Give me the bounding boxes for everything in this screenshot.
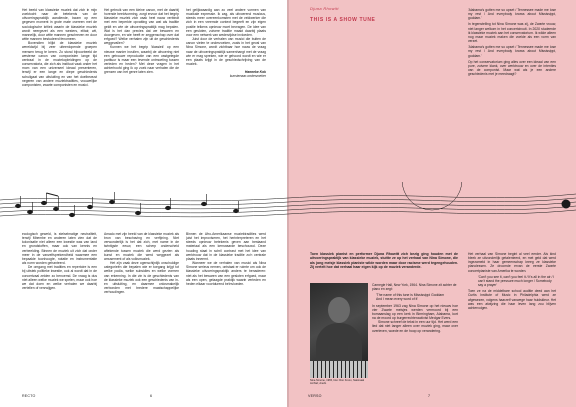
music-note: [201, 202, 206, 206]
left-col3-top: [186, 8, 266, 180]
author-kicker: Djuna Rhowitt: [310, 6, 339, 11]
paragraph: Wanneer we de verhalen van musici als Nina Simone serieus nemen, ontstaat er ruimte om ook de klassieke uitvoeringspraktijk anders te benaderen: niet als het bewaren van een gesloten erfgoed, maar als een open, gelaagde praktijk waarin verleden en heden elkaar voortdurend beïnvloeden.: [186, 261, 266, 286]
paragraph: Simone schreef de tekst in een uur tijd. Het werd een lied dat niet langer alleen over muziek ging, maar over overleven, woede en de hoop op verandering.: [372, 320, 458, 333]
music-note: [165, 206, 170, 210]
signature-name: Hanneke Kok: [244, 70, 266, 75]
right-col-top: [468, 8, 556, 180]
photo-caption: Nina Simone, 1965, foto: Ron Kroon, Nationaal Archief, Anefo: [310, 379, 365, 386]
whole-note-dot: [562, 200, 571, 209]
paragraph: ecologisch geweld, is stelselmatige neutraliteit, terwijl Mbembe en anderen laten zien dat de kolonisatie niet alleen een kwestie was van land en grondstoffen, maar ook van kennis en verbeelding. Binnen de muziek uit zich dat onder meer in de vanzelfsprekendheid waarmee een bepaalde toonhoogte, notatie en instrumentatie als norm worden gehanteerd.: [22, 232, 97, 266]
paragraph: In tegenstelling tot Nina Simone was zij, de Zwarte vrouw, niet langer welkom in het concertcircuit. In 2020 studeerde ik klassieke muziek aan het conservatorium. Ik wilde alleen nog maar muziek maken die voelde als een vorm van verzet.: [468, 22, 556, 44]
music-note: [109, 200, 114, 204]
music-note: [15, 204, 20, 208]
signature-role: kunstenaar-onderzoeker: [229, 74, 266, 79]
paragraph: 'Alabama's gotten me so upset / Tennessee made me lose my rest / And everybody knows about Mississippi, goddam.': [468, 45, 556, 58]
music-note: [69, 213, 74, 217]
quote-line: And I mean every word of it': [376, 297, 418, 302]
paragraph: Amado met zijn beeld van de klassieke muziek als bron van beschaving en verfijning. Niet verwonderlijk is het dat zich, met name in de twintigste eeuw, een scherp onderscheid aftekende tussen muziek die werd gezien als kunst en muziek die werd weggezet als amusement of als volksmuziek.: [104, 232, 179, 261]
music-note: [53, 207, 58, 211]
paragraph: Het beeld van klassieke muziek dat zich in mijn zoektocht naar de betekenis van de uitvoeringspraktijk aandiende, kwam op een gegeven moment in grote mate overeen met de sociologische kritiek waarin de klassieke muziek wordt neergezet als een westers, elitair, wit, mannelijk, door witte mannen geschreven en door witte mannen bestudeerd fenomeen.: [22, 8, 97, 42]
quote-caption: Carnegie Hall, New York, 1964. Nina Simone zit achter de piano en zegt:: [372, 283, 457, 292]
nina-simone-photo: [310, 283, 368, 378]
music-notes: [15, 192, 238, 217]
photo-piano-keys: [310, 361, 368, 378]
quote-body: [372, 304, 458, 333]
left-col2-top: [104, 8, 179, 180]
music-note: [41, 201, 46, 205]
lyric-excerpt: 'Can't you see it, can't you feel it / It's all in the air / I can't stand the pressure much longer / Somebody say a prayer': [478, 274, 555, 288]
paragraph: Het verhaal van Simone begint al veel eerder. Als kind bleek ze uitzonderlijk getalenteerd, en met geld dat werd ingezameld in haar gemeenschap kreeg ze klassieke pianolessen. Ze droomde ervan de eerste Zwarte concertpianiste van Amerika te worden.: [468, 252, 556, 273]
paragraph: Kunnen we het begrip 'klassiek' op een nieuwe manier invullen, waarbij de uitvoering niet een getrouwe reproductie van een vastgelegde partituur is maar een levende ontmoeting tussen verleden en heden? Met deze vragen in het achterhoofd ging ik op zoek naar verhalen die de grenzen van het genre laten zien.: [104, 45, 179, 75]
lead-paragraph: Toen klassiek pianist en performer Djuna Rhowitt zich bezig ging houden met de uitvoeringspraktijk van klassieke muziek, stuitte ze op het verhaal van Nina Simone, die als jong meisje klassiek pianiste wilde worden maar door racisme werd tegengehouden. Zij vertelt hoe dat verhaal haar eigen kijk op de muziek veranderde.: [310, 252, 458, 269]
left-col1-top: [22, 8, 97, 180]
paragraph: Toen ze na de middelbare school auditie deed aan het Curtis Institute of Music in Philadelphia werd ze afgewezen, volgens haarzelf vanwege haar huidskleur. Het was een afwijzing die haar leven lang zou blijven achtervolgen.: [468, 289, 556, 310]
paragraph: Het gebruik van een kleine canon, met de daarbij horende beeldvorming, zorgt ervoor dat het begrip klassieke muziek zich vaak heel nauw verbindt met een beperkte opvatting van wat als traditie geldt en wie de uitvoeringspraktijk mag bepalen. Wat is het dan precies dat we bewaren en doorgeven, en wie heeft er zeggenschap over dat erfgoed? Welke verhalen zijn uit de geschiedenis weggevallen?: [104, 8, 179, 46]
music-note: [27, 210, 32, 214]
paragraph: Juist door de verhalen van musici die buiten de canon vielen te onderzoeken, zoals in het geval van Nina Simone, wordt zichtbaar hoe nauw de vraag naar de uitvoeringspraktijk samenhangt met de vraag wie er mag spreken, wie er gehoord wordt en wie er een plaats krijgt in de geschiedschrijving van de muziek.: [186, 37, 266, 67]
music-note: [87, 205, 92, 209]
quote-lines: [372, 293, 458, 301]
quote-line: 'The name of this tune is Mississippi Goddam: [376, 293, 445, 298]
left-col3-bottom: [186, 232, 266, 388]
staff-lines: [0, 194, 576, 217]
right-col-bottom: [468, 252, 556, 388]
left-col2-bottom: [104, 232, 179, 388]
song-title: THIS IS A SHOW TUNE: [310, 17, 376, 23]
paragraph: 'Alabama's gotten me so upset / Tennessee made me lose my rest / And everybody knows about Mississippi, goddam.': [468, 8, 556, 21]
signature: [186, 70, 266, 78]
music-staff-graphic: [0, 182, 576, 232]
photo-figure-head: [328, 297, 350, 323]
paragraph: Het zijn vaak deze ogenschijnlijk onschuldige categorieën die bepalen wie er toegang krijgt tot welke podia, welke subsidies en welke vormen van erkenning. In die zin is de geschiedenis van de klassieke muziek ook een geschiedenis van in- en uitsluiting, en daarmee onlosmakelijk verbonden met bredere maatschappelijke verhoudingen.: [104, 261, 179, 295]
paragraph: In september 1963 zag Nina Simone op het nieuws hoe vier Zwarte meisjes werden vermoord bij een bomaanslag op een kerk in Birmingham, Alabama, kort na de moord op burgerrechtenactivist Medgar Evers.: [372, 303, 458, 321]
left-col1-bottom: [22, 232, 97, 388]
quote-block: [372, 283, 458, 333]
photo-figure: [310, 283, 368, 387]
folio-label-left: RECTO: [22, 394, 36, 398]
page-number-left: 6: [150, 394, 153, 398]
folio-label-right: VERSO: [308, 394, 322, 398]
paragraph: Op het conservatorium ging alles over een ideaal van een pure, zuivere klank, over werktrouw en over de intenties van de componist. Maar wat als je een andere geschiedenis met je meedraagt?: [468, 59, 556, 77]
music-note: [233, 209, 238, 213]
music-note: [135, 211, 140, 215]
page-number-right: 7: [428, 394, 431, 398]
paragraph: het gelijkwaardig aan zo veel andere vormen van muzikale expressie. Ik zag, als uitvoerend musicus, steeds meer overeenkomsten met de veldwerker die zich in een vreemde context begeeft en zijn eigen positie telkens opnieuw moet bevragen. De idee van een gesloten, zuivere traditie maakt daarbij plaats voor een netwerk van wederzijdse invloeden.: [186, 8, 266, 37]
paragraph: De omgang met tradities en repertoire is een bij uitstek politieke kwestie, ook al wordt dat in de concertzaal zelden zo benoemd. De vraag is dus niet alleen welke muziek we spelen, maar ook hoe we dat doen en welke verhalen we daarbij vertellen of verzwijgen.: [22, 265, 97, 291]
paragraph: Binnen de Afro-Amerikaanse muziektradities werd juist het improviseren, het herinterpreteren en het steeds opnieuw betekenis geven aan bestaand materiaal als een kernwaarde beschouwd. Deze houding staat in schril contrast met het idee van werktrouw dat in de klassieke traditie zo'n centrale plaats inneemt.: [186, 232, 266, 261]
paragraph: Bovendien blijkt de klassieke muziek wereldwijd bij zeer uiteenlopende groepen mensen terug te keren. Zo stond bijvoorbeeld de westerse canon van componisten lange tijd centraal in de muziekopleidingen op de conservatoria, die zich als instituut vaak onder het mom van een universeel ideaal presenteren, terwijl er een lange en diepe geschiedenis schuilgaat van uitsluiting en van het doelbewust negeren van andere muziektradities, vrouwelijke componisten, zwarte componisten en musici.: [22, 41, 97, 87]
